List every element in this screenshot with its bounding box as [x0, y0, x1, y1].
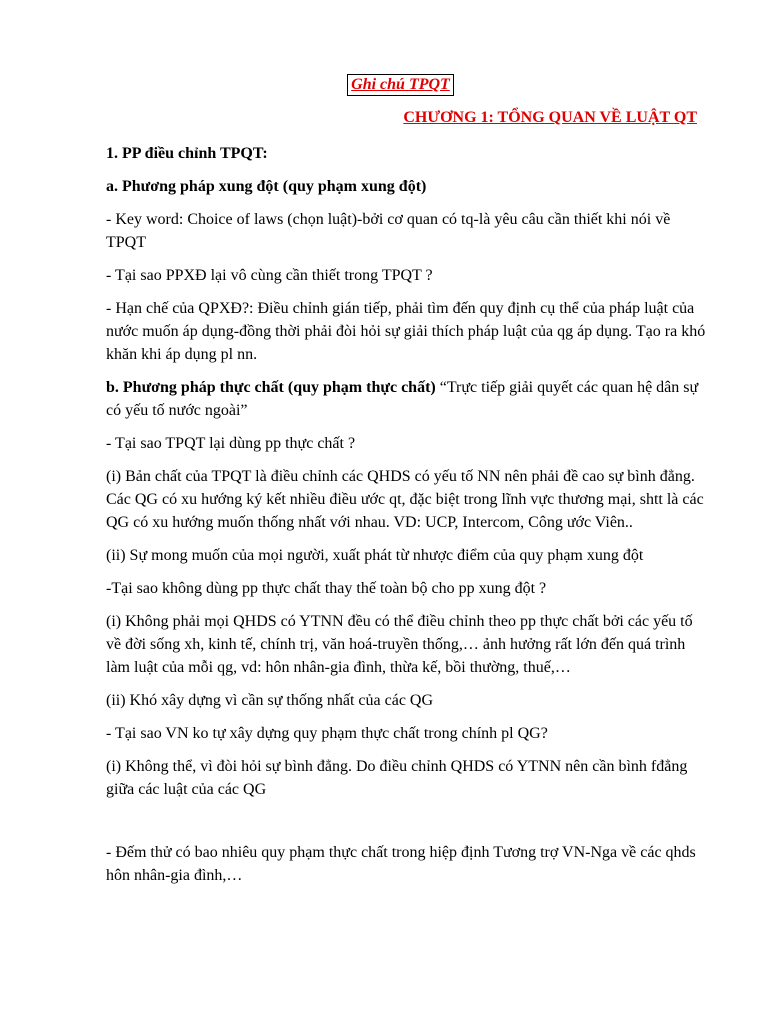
- paragraph-subheading-b: [106, 376, 706, 422]
- paragraph-why-vn: - Tại sao VN ko tự xây dựng quy phạm thực chất trong chính pl QG?: [106, 725, 548, 742]
- section-heading-1: 1. PP điều chỉnh TPQT:: [106, 145, 268, 162]
- paragraph-why-substantive: - Tại sao TPQT lại dùng pp thực chất ?: [106, 435, 356, 452]
- subheading-b-quote: “Trực tiếp giải quyết các quan hệ dân sự có yếu tố nước ngoài”: [106, 379, 699, 419]
- paragraph-why-ppxd: - Tại sao PPXĐ lại vô cùng cần thiết trong TPQT ?: [106, 267, 433, 284]
- paragraph-reason-i: (i) Bản chất của TPQT là điều chỉnh các QHDS có yếu tố NN nên phải đề cao sự bình đẳng. Các QG có xu hướng ký kết nhiều điều ước qt, đặc biệt trong lĩnh vực thương mại, shtt là các QG có xu hướng muốn thống nhất với nhau. VD: UCP, Intercom, Công ước Viên..: [106, 468, 704, 531]
- paragraph-reason-ii: (ii) Sự mong muốn của mọi người, xuất phát từ nhược điểm của quy phạm xung đột: [106, 547, 644, 564]
- subheading-b: b. Phương pháp thực chất (quy phạm thực chất): [106, 379, 436, 396]
- paragraph-not-replace-ii: (ii) Khó xây dựng vì cần sự thống nhất của các QG: [106, 692, 434, 709]
- paragraph-key-word: - Key word: Choice of laws (chọn luật)-bởi cơ quan có tq-là yêu câu cần thiết khi nói về TPQT: [106, 211, 671, 251]
- blank-line: [106, 811, 706, 841]
- subheading-a: a. Phương pháp xung đột (quy phạm xung đột): [106, 178, 427, 195]
- paragraph-vn-answer: (i) Không thể, vì đòi hỏi sự bình đẳng. Do điều chỉnh QHDS có YTNN nên cần bình fđẳng giữa các luật của các QG: [106, 758, 688, 798]
- paragraph-not-replace-i: (i) Không phải mọi QHDS có YTNN đều có thể điều chỉnh theo pp thực chất bởi các yếu tố về đời sống xh, kinh tế, chính trị, văn hoá-truyền thống,… ảnh hưởng rất lớn đến quá trình làm luật của mỗi qg, vd: hôn nhân-gia đình, thừa kế, bồi thường, thuế,…: [106, 613, 693, 676]
- title-wrap: [0, 74, 768, 96]
- paragraph-count-norms: - Đếm thử có bao nhiêu quy phạm thực chất trong hiệp định Tương trợ VN-Nga về các qhds hôn nhân-gia đình,…: [106, 844, 696, 884]
- chapter-heading: CHƯƠNG 1: TỔNG QUAN VỀ LUẬT QT: [403, 109, 697, 126]
- document-body: [106, 142, 706, 897]
- doc-title: Ghi chú TPQT: [347, 74, 454, 96]
- paragraph-limits: - Hạn chế của QPXĐ?: Điều chỉnh gián tiếp, phải tìm đến quy định cụ thể của pháp luật của nước muốn áp dụng-đồng thời phải đòi hỏi sự giải thích pháp luật của qg áp dụng. Tạo ra khó khăn khi áp dụng pl nn.: [106, 300, 706, 363]
- paragraph-why-not-replace: -Tại sao không dùng pp thực chất thay thế toàn bộ cho pp xung đột ?: [106, 580, 547, 597]
